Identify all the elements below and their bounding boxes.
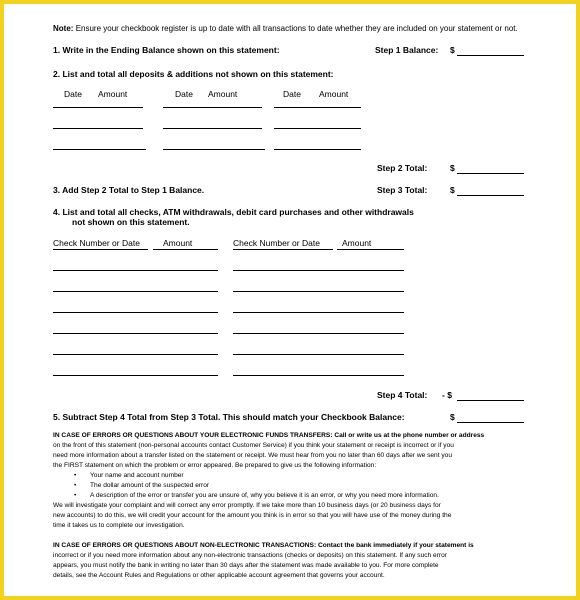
note-label: Note: bbox=[53, 24, 74, 33]
withdrawal-entry-field[interactable] bbox=[233, 270, 404, 271]
step4-text-line1: 4. List and total all checks, ATM withdrawals, debit card purchases and other withdrawals bbox=[53, 207, 414, 217]
step1-balance-field[interactable] bbox=[457, 55, 524, 56]
step4-header-check-2: Check Number or Date bbox=[233, 238, 320, 248]
step2-header-date-3: Date bbox=[283, 89, 301, 99]
deposit-entry-field[interactable] bbox=[163, 128, 262, 129]
step4-total-field[interactable] bbox=[457, 400, 524, 401]
step2-total-label: Step 2 Total: bbox=[377, 163, 428, 173]
step2-header-date-1: Date bbox=[64, 89, 82, 99]
step5-balance-field[interactable] bbox=[457, 422, 524, 423]
eft-bullet-item: The dollar amount of the suspected error bbox=[90, 482, 210, 489]
step4-header-underline bbox=[153, 249, 218, 250]
step3-total-label: Step 3 Total: bbox=[377, 185, 428, 195]
deposit-entry-field[interactable] bbox=[163, 149, 265, 150]
eft-line: the FIRST statement on which the problem or error appeared. Be prepared to give us the following information: bbox=[53, 462, 377, 469]
note-line bbox=[53, 24, 518, 34]
eft-bullet-item: Your name and account number bbox=[90, 472, 184, 479]
step2-header-amount-1: Amount bbox=[98, 89, 128, 99]
bullet-icon: • bbox=[74, 472, 77, 479]
withdrawal-entry-field[interactable] bbox=[53, 333, 218, 334]
step4-text-line2: not shown on this statement. bbox=[72, 217, 190, 227]
withdrawal-entry-field[interactable] bbox=[233, 375, 404, 376]
step4-header-underline bbox=[53, 249, 148, 250]
note-text: Ensure your checkbook register is up to date with all transactions to date whether they are included on your statement or not. bbox=[75, 24, 518, 33]
eft-line: need more information about a transfer listed on the statement or receipt. We must hear from you no later than 60 days after we sent you bbox=[53, 452, 453, 459]
step5-text: 5. Subtract Step 4 Total from Step 3 Total. This should match your Checkbook Balance: bbox=[53, 412, 405, 422]
deposit-entry-field[interactable] bbox=[163, 107, 262, 108]
step2-header-amount-3: Amount bbox=[319, 89, 349, 99]
bullet-icon: • bbox=[74, 492, 77, 499]
non-eft-line: incorrect or if you need more information about any non-electronic transactions (checks or deposits) on this statement. If any such error bbox=[53, 552, 447, 559]
step4-header-amount-2: Amount bbox=[342, 238, 372, 248]
bullet-icon: • bbox=[74, 482, 77, 489]
deposit-entry-field[interactable] bbox=[53, 128, 143, 129]
step4-header-underline bbox=[233, 249, 333, 250]
eft-bullet-item: A description of the error or transfer you are unsure of, why you believe it is an error, or why you need more information. bbox=[90, 492, 439, 499]
deposit-entry-field[interactable] bbox=[274, 128, 361, 129]
withdrawal-entry-field[interactable] bbox=[233, 354, 404, 355]
deposit-entry-field[interactable] bbox=[274, 107, 361, 108]
step2-currency: $ bbox=[450, 163, 455, 173]
eft-line: time it takes us to complete our investigation. bbox=[53, 522, 185, 529]
withdrawal-entry-field[interactable] bbox=[233, 291, 404, 292]
step3-total-field[interactable] bbox=[457, 195, 524, 196]
step2-header-amount-2: Amount bbox=[208, 89, 238, 99]
eft-line: on the front of this statement (non-personal accounts contact Customer Service) if you think your statement or receipt is incorrect or if you bbox=[53, 442, 454, 449]
step1-text: 1. Write in the Ending Balance shown on this statement: bbox=[53, 45, 280, 55]
eft-line: IN CASE OF ERRORS OR QUESTIONS ABOUT YOUR ELECTRONIC FUNDS TRANSFERS: Call or write us at the phone number or address bbox=[53, 432, 485, 439]
non-eft-line: details, see the Account Rules and Regulations or other applicable account agreement that governs your account. bbox=[53, 572, 385, 579]
eft-line: new accounts) to do this, we will credit your account for the amount you think is in error so that you will have use of the money during the bbox=[53, 512, 452, 519]
eft-line: We will investigate your complaint and will correct any error promptly. If we take more than 10 business days (or 20 business days for bbox=[53, 502, 441, 509]
deposit-entry-field[interactable] bbox=[53, 107, 143, 108]
withdrawal-entry-field[interactable] bbox=[53, 291, 218, 292]
withdrawal-entry-field[interactable] bbox=[53, 270, 218, 271]
step2-header-date-2: Date bbox=[175, 89, 193, 99]
withdrawal-entry-field[interactable] bbox=[53, 312, 218, 313]
step5-currency: $ bbox=[450, 412, 455, 422]
step4-total-label: Step 4 Total: bbox=[377, 390, 428, 400]
step2-total-field[interactable] bbox=[457, 173, 524, 174]
reconciliation-form bbox=[4, 4, 576, 596]
deposit-entry-field[interactable] bbox=[53, 149, 146, 150]
step4-header-underline bbox=[337, 249, 404, 250]
step1-balance-label: Step 1 Balance: bbox=[375, 45, 439, 55]
withdrawal-entry-field[interactable] bbox=[233, 333, 404, 334]
withdrawal-entry-field[interactable] bbox=[53, 375, 218, 376]
step1-currency: $ bbox=[450, 45, 455, 55]
deposit-entry-field[interactable] bbox=[274, 149, 361, 150]
non-eft-line: appears, you must notify the bank in writing no later than 30 days after the statement was made available to you. For more complete bbox=[53, 562, 439, 569]
step2-text: 2. List and total all deposits & additions not shown on this statement: bbox=[53, 69, 334, 79]
step4-currency: - $ bbox=[442, 390, 452, 400]
step3-text: 3. Add Step 2 Total to Step 1 Balance. bbox=[53, 185, 205, 195]
step4-header-check-1: Check Number or Date bbox=[53, 238, 140, 248]
step4-header-amount-1: Amount bbox=[163, 238, 193, 248]
non-eft-line: IN CASE OF ERRORS OR QUESTIONS ABOUT NON-ELECTRONIC TRANSACTIONS: Contact the bank immediately if your statement is bbox=[53, 542, 474, 549]
withdrawal-entry-field[interactable] bbox=[53, 354, 218, 355]
withdrawal-entry-field[interactable] bbox=[233, 312, 404, 313]
step3-currency: $ bbox=[450, 185, 455, 195]
